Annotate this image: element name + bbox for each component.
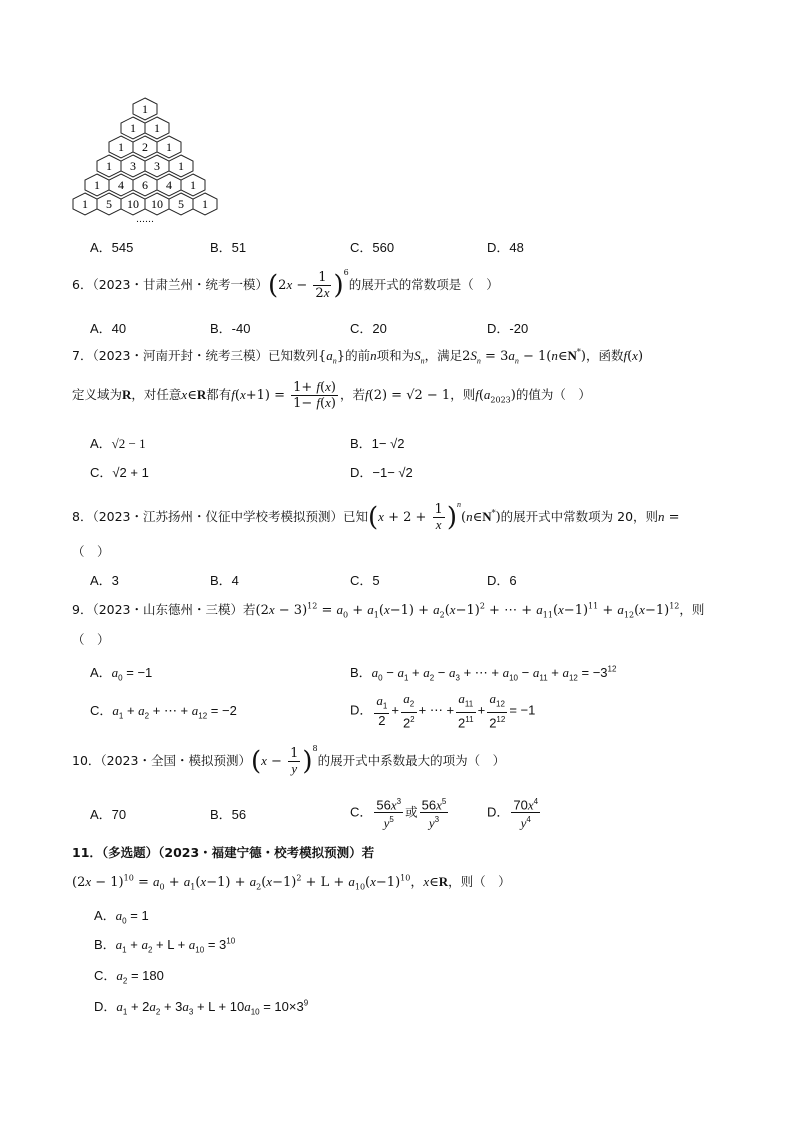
pascal-hex-value: 1 — [142, 102, 148, 116]
q7-text-6: ，对任意 — [131, 387, 182, 402]
q7-option-a[interactable]: A．√2 − 1 — [90, 436, 146, 451]
q9-option-d[interactable]: D． $\frac{a_1}{2}$ + $\frac{a_2}{2^2}$ + ⋯ + $\frac{a_{11}}{2^{11}}$ + $\frac{a_{12}}{2^{12}}$ = −1 — [350, 691, 536, 730]
q10-stem: 10．（2023・全国・模拟预测）(x − $\frac{1}{y}$ )$^8$的展开式中系数最大的项为（ ） — [72, 744, 506, 777]
q11-option-c[interactable]: C．$a_2 = 180$ — [94, 968, 164, 986]
q8-stem: 8．（2023・江苏扬州・仪征中学校考模拟预测）已知(x + 2 + $\frac{1}{x}$ )$^n$(n∈N*)的展开式中常数项为 20，则n = — [72, 500, 680, 533]
q7-option-c[interactable]: C．√2 + 1 — [90, 465, 149, 480]
q10-or: 或 — [405, 804, 418, 820]
pascal-hex-value: 6 — [142, 178, 148, 192]
q9-label: 9．（2023・山东德州・三模）若 — [72, 602, 256, 617]
pascal-hexagon-figure — [60, 92, 230, 232]
q7-label: 7．（2023・河南开封・统考三模）已知数列 — [72, 348, 319, 363]
q8-option-d[interactable]: D．6 — [487, 573, 517, 588]
pascal-hex-value: 10 — [151, 197, 163, 211]
pascal-hex-value: 10 — [127, 197, 139, 211]
pascal-hex-value: 1 — [166, 140, 172, 154]
q11-stem: $(2x - 1)^{10} = a_0 + a_1(x-1) + a_2(x-1)^2 + L + a_{10}(x-1)^{10}$，x∈R，则（ ） — [72, 873, 511, 892]
q8-label: 8．（2023・江苏扬州・仪征中学校考模拟预测）已知 — [72, 509, 369, 524]
pascal-hex-value: 1 — [118, 140, 124, 154]
q10-tail: 的展开式中系数最大的项为（ ） — [317, 753, 506, 768]
q6-option-c[interactable]: C．20 — [350, 321, 387, 336]
q7-text-5: 定义域为 — [72, 387, 123, 402]
q6-option-b[interactable]: B．-40 — [210, 321, 251, 336]
q7-text-7: 都有 — [206, 387, 232, 402]
q6-label: 6．（2023・甘肃兰州・统考一模） — [72, 277, 269, 292]
q11-option-a[interactable]: A．$a_0 = 1$ — [94, 908, 149, 926]
q10-label: 10．（2023・全国・模拟预测） — [72, 753, 251, 768]
q8-option-b[interactable]: B．4 — [210, 573, 239, 588]
q11-tail: ，则（ ） — [448, 874, 511, 889]
q7-text-10: 的值为（ ） — [515, 387, 591, 402]
q9-paren: （ ） — [72, 632, 110, 647]
q5-option-d[interactable]: D．48 — [487, 240, 524, 255]
q7-text-2: 项和为 — [376, 348, 415, 363]
pascal-hex-value: 2 — [142, 140, 148, 154]
q7-text-3: ，满足 — [424, 348, 463, 363]
q11-option-d[interactable]: D．$a_1 + 2a_2 + 3a_3 + L + 10a_{10} = 10\times 3^9$ — [94, 998, 309, 1017]
pascal-hex-value: 1 — [202, 197, 208, 211]
q7-text-4: ，函数 — [585, 348, 624, 363]
q7-text-8: ，若 — [339, 387, 365, 402]
pascal-hex-value: 4 — [166, 178, 172, 192]
pascal-hex-value: 3 — [154, 159, 160, 173]
q7-stem-line2: 定义域为R，对任意x∈R都有f(x+1) = $\frac{1+ f(x)}{1- f(x)}$ ，若f(2) = √2 − 1，则$f(a_{2023})$的值为（ ） — [72, 379, 591, 411]
pascal-hex-value: 1 — [106, 159, 112, 173]
q10-option-d[interactable]: D． $\frac{70x^4}{y^4}$ — [487, 797, 539, 831]
q10-option-a[interactable]: A．70 — [90, 807, 127, 822]
q5-option-a[interactable]: A．545 — [90, 240, 134, 255]
q5-option-c[interactable]: C．560 — [350, 240, 395, 255]
q7-option-b[interactable]: B．1− √2 — [350, 436, 405, 451]
q9-option-c[interactable]: C．$a_1 + a_2$ + ⋯ + $a_{12} = -2$ — [90, 703, 237, 721]
q11-option-b[interactable]: B．$a_1 + a_2 + L + a_{10} = 3^{10}$ — [94, 936, 236, 955]
q9-stem: 9．（2023・山东德州・三模）若$(2x - 3)^{12} = a_0 + a_1(x-1) + a_2(x-1)^2$ + ⋯ + $a_{11}(x-1)^{11} + a_{12}(x-1)^{12}$，则 — [72, 601, 705, 620]
q9-option-b[interactable]: B．$a_0 - a_1 + a_2 - a_3$ + ⋯ + $a_{10} - a_{11} + a_{12} = -3^{12}$ — [350, 664, 617, 683]
q7-option-d[interactable]: D．−1− √2 — [350, 465, 413, 480]
q6-tail: 的展开式的常数项是（ ） — [348, 277, 499, 292]
q8-tail: 的展开式中常数项为 20，则 — [500, 509, 659, 524]
q6-stem: 6．（2023・甘肃兰州・统考一模）(2x − $\frac{1}{2x}$ )$^6$的展开式的常数项是（ ） — [72, 268, 499, 301]
q7-text-9: ，则 — [450, 387, 476, 402]
q8-option-a[interactable]: A．3 — [90, 573, 119, 588]
pascal-hex-value: 3 — [130, 159, 136, 173]
q9-option-a[interactable]: A．$a_0 = -1$ — [90, 665, 153, 683]
pascal-hex-value: 4 — [118, 178, 124, 192]
pascal-hex-value: 1 — [94, 178, 100, 192]
q8-option-c[interactable]: C．5 — [350, 573, 380, 588]
pascal-hex-value: 5 — [106, 197, 112, 211]
q10-option-c[interactable]: C． $\frac{56x^3}{y^5}$ 或 $\frac{56x^5}{y^3}$ — [350, 797, 447, 831]
pascal-hex-value: 1 — [190, 178, 196, 192]
q8-paren: （ ） — [72, 544, 110, 559]
pascal-continuation-dots: …… — [136, 215, 154, 225]
q7-stem-line1: 7．（2023・河南开封・统考三模）已知数列$\{a_n\}$的前n项和为$S_n$，满足$2S_n = 3a_n$ − 1(n∈N*)，函数f(x) — [72, 347, 644, 366]
q6-option-d[interactable]: D．-20 — [487, 321, 529, 336]
q10-option-b[interactable]: B．56 — [210, 807, 247, 822]
pascal-hex-value: 1 — [178, 159, 184, 173]
q5-option-b[interactable]: B．51 — [210, 240, 247, 255]
q9-tail: ，则 — [679, 602, 705, 617]
pascal-hex-value: 1 — [130, 121, 136, 135]
pascal-hex-value: 5 — [178, 197, 184, 211]
pascal-hex-value: 1 — [154, 121, 160, 135]
q6-option-a[interactable]: A．40 — [90, 321, 127, 336]
pascal-hex-value: 1 — [82, 197, 88, 211]
q11-label: 11．（多选题）（2023・福建宁德・校考模拟预测）若 — [72, 845, 375, 860]
q7-text-1: 的前 — [345, 348, 371, 363]
